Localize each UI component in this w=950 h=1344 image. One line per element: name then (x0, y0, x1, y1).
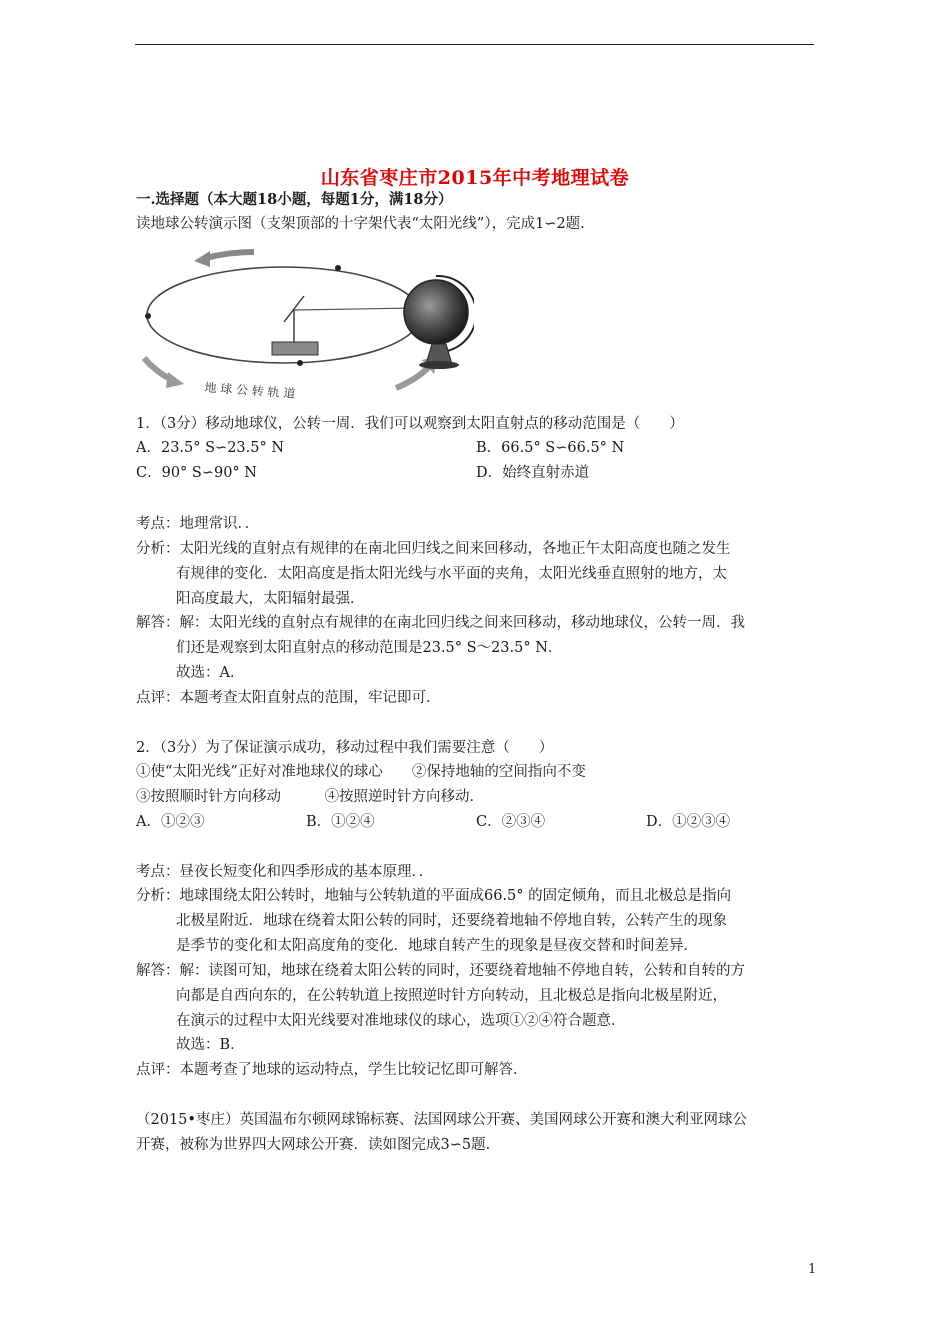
q3-intro-line: （2015•枣庄）英国温布尔顿网球锦标赛、法国网球公开赛、美国网球公开赛和澳大利亚网球公 (136, 1112, 747, 1128)
q2-stem: 2．（3分）为了保证演示成功，移动过程中我们需要注意（ ） (136, 740, 554, 756)
q2-fenxi-line: 是季节的变化和太阳高度角的变化．地球自转产生的现象是昼夜交替和时间差异． (176, 938, 698, 954)
q1-stem: 1．（3分）移动地球仪，公转一周．我们可以观察到太阳直射点的移动范围是（ ） (136, 416, 684, 432)
q2-dianping: 点评：本题考查了地球的运动特点，学生比较记忆即可解答． (136, 1062, 528, 1078)
q2-answer: 故选：B． (176, 1037, 245, 1053)
q1-option-d: D．始终直射赤道 (476, 465, 590, 481)
orbit-marker (145, 313, 151, 319)
sun-ray-stand-icon (272, 296, 416, 355)
q2-option-c: C．②③④ (476, 814, 546, 830)
page-title: 山东省枣庄市2015年中考地理试卷 (320, 167, 630, 189)
q1-fenxi-line: 阳高度最大，太阳辐射最强． (176, 591, 365, 607)
q1-kaodian: 考点：地理常识．． (136, 516, 260, 532)
q2-kaodian: 考点：昼夜长短变化和四季形成的基本原理．． (136, 864, 434, 880)
globe-icon (404, 276, 474, 369)
orbit-marker (335, 265, 341, 271)
q2-item-line: ③按照顺时针方向移动 ④按照逆时针方向移动． (136, 789, 484, 805)
q2-fenxi-line: 分析：地球围绕太阳公转时，地轴与公转轨道的平面成66.5° 的固定倾角，而且北极总是指向 (136, 888, 732, 904)
q2-jieda-line: 在演示的过程中太阳光线要对准地球仪的球心，选项①②④符合题意． (176, 1013, 626, 1029)
orbit-track-label: 地 球 公 转 轨 道 (203, 380, 296, 401)
q1-option-a: A．23.5° S∽23.5° N (136, 440, 285, 456)
q2-jieda-line: 解答：解：读图可知，地球在绕着太阳公转的同时，还要绕着地轴不停地自转，公转和自转的方 (136, 963, 745, 979)
q2-option-a: A．①②③ (136, 814, 205, 830)
q1-option-c: C．90° S∽90° N (136, 465, 257, 481)
q1-answer: 故选：A． (176, 665, 245, 681)
q2-fenxi-line: 北极星附近．地球在绕着太阳公转的同时，还要绕着地轴不停地自转，公转产生的现象 (176, 913, 727, 929)
q2-jieda-line: 向都是自西向东的，在公转轨道上按照逆时针方向转动，且北极总是指向北极星附近， (176, 988, 727, 1004)
q1-dianping: 点评：本题考查太阳直射点的范围，牢记即可． (136, 690, 441, 706)
q1-fenxi-line: 分析：太阳光线的直射点有规律的在南北回归线之间来回移动，各地正午太阳高度也随之发生 (136, 541, 731, 557)
arrow-top-icon (194, 251, 254, 267)
q1-fenxi-line: 有规律的变化．太阳高度是指太阳光线与水平面的夹角，太阳光线垂直照射的地方，太 (176, 566, 727, 582)
q2-item-line: ①使“太阳光线”正好对准地球仪的球心 ②保持地轴的空间指向不变 (136, 764, 586, 780)
q1-jieda-line: 们还是观察到太阳直射点的移动范围是23.5° S～23.5° N． (176, 640, 563, 656)
arrow-bottom-left-icon (144, 358, 184, 388)
intro-text: 读地球公转演示图（支架顶部的十字架代表“太阳光线”），完成1∽2题. (136, 216, 585, 232)
q2-option-b: B．①②④ (306, 814, 375, 830)
section-heading: 一.选择题（本大题18小题，每题1分，满18分） (136, 191, 453, 208)
orbit-marker (297, 360, 303, 366)
page-number: 1 (808, 1262, 817, 1277)
header-rule (135, 44, 814, 45)
q3-intro-line: 开赛，被称为世界四大网球公开赛．读如图完成3∽5题． (136, 1137, 501, 1153)
q1-option-b: B．66.5° S∽66.5° N (476, 440, 625, 456)
orbit-demo-figure (134, 240, 474, 408)
q1-jieda-line: 解答：解：太阳光线的直射点有规律的在南北回归线之间来回移动，移动地球仪，公转一周．我 (136, 615, 745, 631)
q2-option-d: D．①②③④ (646, 814, 731, 830)
